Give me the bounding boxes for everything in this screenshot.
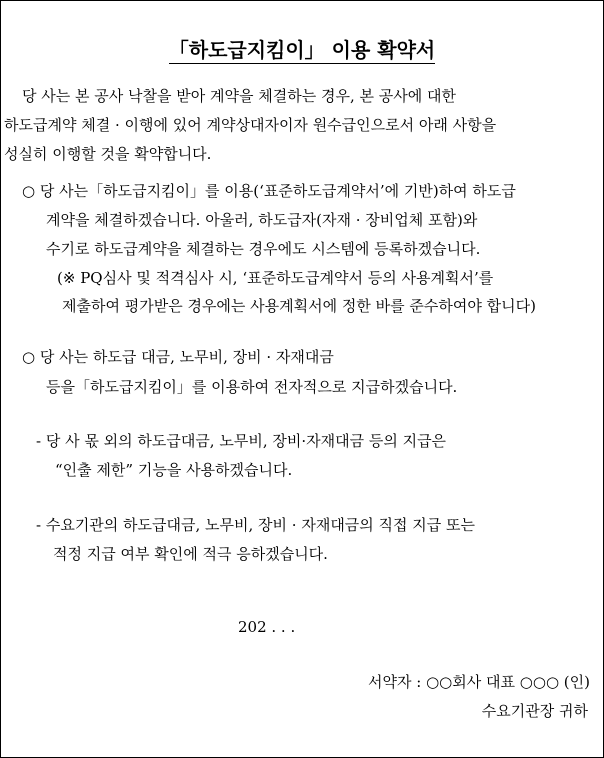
intro-line-3: 성실히 이행할 것을 확약합니다.	[4, 145, 212, 163]
item1-note-1: (※ PQ심사 및 적격심사 시, ‘표준하도급계약서 등의 사용계획서’를	[57, 269, 494, 287]
intro-line-1: 당 사는 본 공사 낙찰을 받아 계약을 체결하는 경우, 본 공사에 대한	[22, 87, 456, 105]
signing-date: 202 . . .	[238, 618, 296, 636]
sub2-line-1: - 수요기관의 하도급대금, 노무비, 장비 · 자재대금의 직접 지급 또는	[36, 516, 476, 534]
item2-line-1: ○ 당 사는 하도급 대금, 노무비, 장비 · 자재대금	[22, 348, 334, 366]
item1-line-1: ○ 당 사는「하도급지킴이」를 이용(‘표준하도급계약서’에 기반)하여 하도급	[22, 182, 516, 200]
signer-line: 서약자 : ○○회사 대표 ○○○ (인)	[368, 673, 590, 691]
item1-line-3: 수기로 하도급계약을 체결하는 경우에도 시스템에 등록하겠습니다.	[46, 240, 481, 258]
sub1-line-1: - 당 사 몫 외의 하도급대금, 노무비, 장비·자재대금 등의 지급은	[36, 432, 447, 450]
item2-line-2: 등을「하도급지킴이」를 이용하여 전자적으로 지급하겠습니다.	[46, 378, 458, 396]
recipient-line: 수요기관장 귀하	[481, 702, 588, 720]
item1-note-2: 제출하여 평가받은 경우에는 사용계획서에 정한 바를 준수하여야 합니다)	[62, 297, 536, 315]
sub2-line-2: 적정 지급 여부 확인에 적극 응하겠습니다.	[53, 545, 328, 563]
sub1-line-2: “인출 제한” 기능을 사용하겠습니다.	[55, 461, 293, 479]
document-title: 「하도급지킴이」 이용 확약서	[168, 38, 436, 62]
intro-line-2: 하도급계약 체결 · 이행에 있어 계약상대자이자 원수급인으로서 아래 사항을	[4, 116, 497, 134]
item1-line-2: 계약을 체결하겠습니다. 아울러, 하도급자(자재 · 장비업체 포함)와	[46, 211, 478, 229]
